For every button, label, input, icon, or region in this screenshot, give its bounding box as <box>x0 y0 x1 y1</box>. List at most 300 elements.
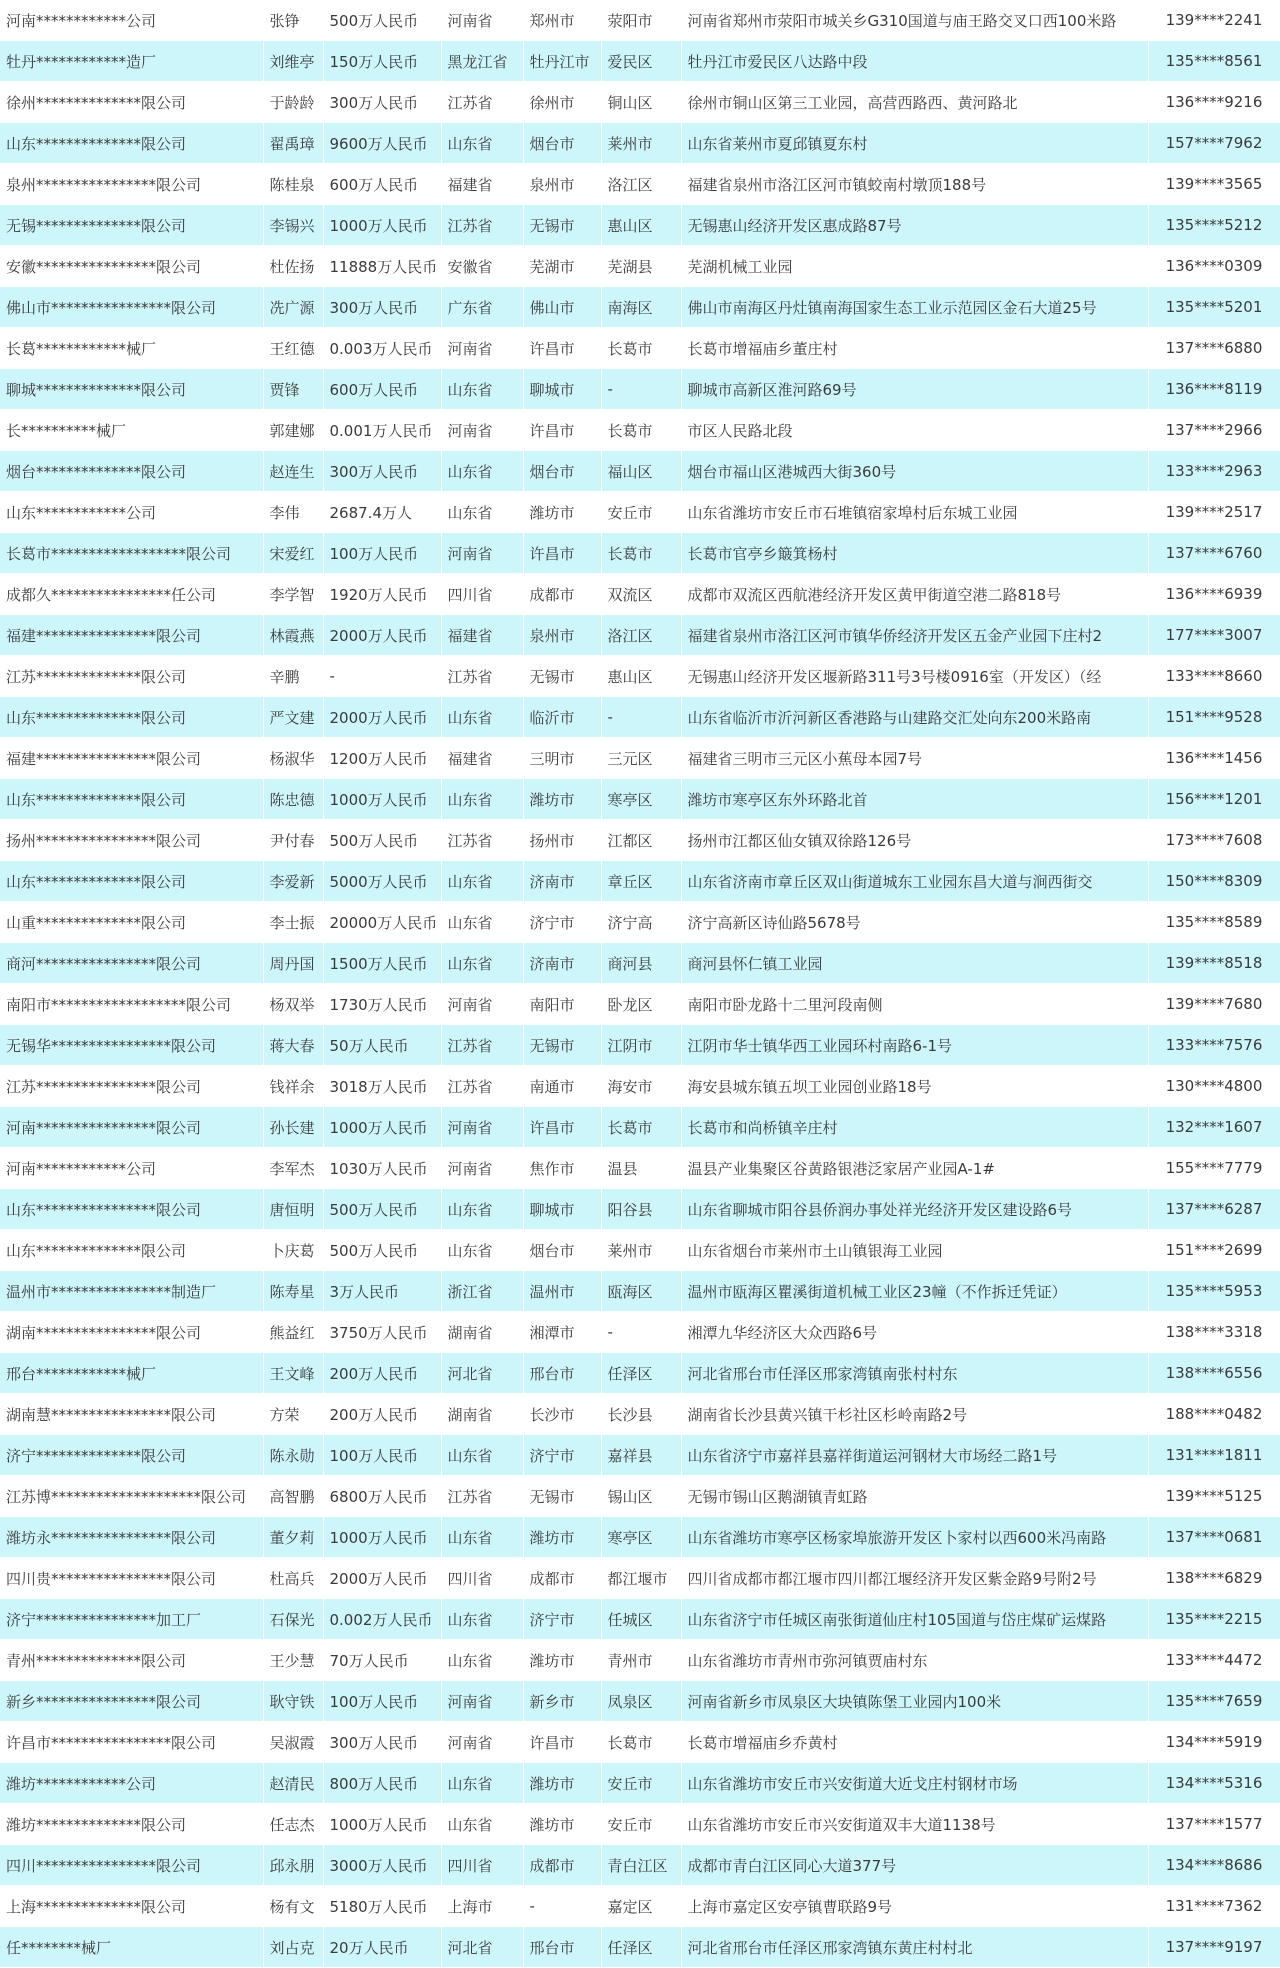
cell-phone: 135****8561 <box>1148 41 1280 82</box>
cell-legal-rep: 任志杰 <box>263 1804 323 1845</box>
table-row <box>0 205 1280 246</box>
cell-phone: 134****5316 <box>1148 1763 1280 1804</box>
cell-phone: 136****6939 <box>1148 574 1280 615</box>
cell-company-name: 潍坊永****************限公司 <box>0 1517 263 1558</box>
cell-city: 成都市 <box>523 574 601 615</box>
cell-registered-capital: 3万人民币 <box>323 1271 441 1312</box>
cell-legal-rep: 杨有文 <box>263 1886 323 1927</box>
cell-registered-capital: 2000万人民币 <box>323 1558 441 1599</box>
cell-province: 江苏省 <box>441 1025 523 1066</box>
cell-legal-rep: 方荣 <box>263 1394 323 1435</box>
table-row <box>0 410 1280 451</box>
cell-address: 山东省烟台市莱州市土山镇银海工业园 <box>681 1230 1148 1271</box>
cell-registered-capital: 1000万人民币 <box>323 205 441 246</box>
cell-company-name: 福建****************限公司 <box>0 738 263 779</box>
cell-legal-rep: 李学智 <box>263 574 323 615</box>
cell-city: 烟台市 <box>523 451 601 492</box>
cell-address: 山东省潍坊市寒亭区杨家埠旅游开发区卜家村以西600米冯南路 <box>681 1517 1148 1558</box>
cell-address: 山东省济南市章丘区双山街道城东工业园东昌大道与涧西街交 <box>681 861 1148 902</box>
cell-company-name: 佛山市****************限公司 <box>0 287 263 328</box>
cell-district: 三元区 <box>601 738 681 779</box>
cell-district: 江阴市 <box>601 1025 681 1066</box>
cell-legal-rep: 陈桂泉 <box>263 164 323 205</box>
cell-address: 四川省成都市都江堰市四川都江堰经济开发区紫金路9号附2号 <box>681 1558 1148 1599</box>
cell-company-name: 山东**************限公司 <box>0 861 263 902</box>
cell-legal-rep: 赵连生 <box>263 451 323 492</box>
table-row <box>0 1558 1280 1599</box>
cell-city: 潍坊市 <box>523 492 601 533</box>
cell-address: 成都市双流区西航港经济开发区黄甲街道空港二路818号 <box>681 574 1148 615</box>
cell-company-name: 四川****************限公司 <box>0 1845 263 1886</box>
cell-phone: 134****8686 <box>1148 1845 1280 1886</box>
cell-registered-capital: 1000万人民币 <box>323 1107 441 1148</box>
cell-district: 温县 <box>601 1148 681 1189</box>
cell-district: 青白江区 <box>601 1845 681 1886</box>
cell-province: 山东省 <box>441 1804 523 1845</box>
cell-phone: 137****0681 <box>1148 1517 1280 1558</box>
cell-address: 湘潭九华经济区大众西路6号 <box>681 1312 1148 1353</box>
cell-district: 安丘市 <box>601 1763 681 1804</box>
table-row <box>0 1394 1280 1435</box>
cell-district: 洛江区 <box>601 615 681 656</box>
cell-phone: 139****2517 <box>1148 492 1280 533</box>
cell-province: 山东省 <box>441 943 523 984</box>
cell-legal-rep: 邱永朋 <box>263 1845 323 1886</box>
cell-district: 双流区 <box>601 574 681 615</box>
cell-city: 济宁市 <box>523 902 601 943</box>
cell-legal-rep: 王红德 <box>263 328 323 369</box>
cell-address: 成都市青白江区同心大道377号 <box>681 1845 1148 1886</box>
table-row <box>0 1640 1280 1681</box>
cell-address: 南阳市卧龙路十二里河段南侧 <box>681 984 1148 1025</box>
cell-phone: 139****8518 <box>1148 943 1280 984</box>
cell-address: 无锡市锡山区鹅湖镇青虹路 <box>681 1476 1148 1517</box>
cell-province: 江苏省 <box>441 656 523 697</box>
cell-registered-capital: 20000万人民币 <box>323 902 441 943</box>
cell-legal-rep: 石保光 <box>263 1599 323 1640</box>
cell-registered-capital: 2000万人民币 <box>323 615 441 656</box>
cell-province: 河南省 <box>441 0 523 41</box>
cell-city: 聊城市 <box>523 369 601 410</box>
cell-district: 任城区 <box>601 1599 681 1640</box>
cell-address: 湖南省长沙县黄兴镇干杉社区杉岭南路2号 <box>681 1394 1148 1435</box>
cell-city: 济南市 <box>523 943 601 984</box>
table-row <box>0 82 1280 123</box>
cell-city: 泉州市 <box>523 615 601 656</box>
cell-address: 温州市瓯海区瞿溪街道机械工业区23幢（不作拆迁凭证） <box>681 1271 1148 1312</box>
cell-company-name: 山东**************限公司 <box>0 697 263 738</box>
cell-registered-capital: 11888万人民币 <box>323 246 441 287</box>
cell-legal-rep: 贾锋 <box>263 369 323 410</box>
cell-registered-capital: 500万人民币 <box>323 0 441 41</box>
cell-registered-capital: 9600万人民币 <box>323 123 441 164</box>
cell-address: 芜湖机械工业园 <box>681 246 1148 287</box>
cell-province: 山东省 <box>441 1763 523 1804</box>
table-row <box>0 861 1280 902</box>
table-row <box>0 1312 1280 1353</box>
cell-province: 山东省 <box>441 1517 523 1558</box>
cell-phone: 137****9197 <box>1148 1927 1280 1968</box>
cell-registered-capital: 3750万人民币 <box>323 1312 441 1353</box>
cell-address: 山东省潍坊市安丘市兴安街道双丰大道1138号 <box>681 1804 1148 1845</box>
table-row <box>0 1845 1280 1886</box>
cell-district: 长葛市 <box>601 1722 681 1763</box>
cell-phone: 135****5953 <box>1148 1271 1280 1312</box>
cell-legal-rep: 林霞燕 <box>263 615 323 656</box>
cell-city: 邢台市 <box>523 1353 601 1394</box>
cell-address: 长葛市增福庙乡董庄村 <box>681 328 1148 369</box>
cell-company-name: 任********械厂 <box>0 1927 263 1968</box>
cell-province: 四川省 <box>441 1845 523 1886</box>
cell-registered-capital: 3000万人民币 <box>323 1845 441 1886</box>
cell-legal-rep: 杜高兵 <box>263 1558 323 1599</box>
cell-address: 江阴市华士镇华西工业园环村南路6-1号 <box>681 1025 1148 1066</box>
cell-address: 潍坊市寒亭区东外环路北首 <box>681 779 1148 820</box>
cell-district: 瓯海区 <box>601 1271 681 1312</box>
cell-legal-rep: 杜佐扬 <box>263 246 323 287</box>
cell-province: 河北省 <box>441 1353 523 1394</box>
cell-legal-rep: 王文峰 <box>263 1353 323 1394</box>
cell-phone: 151****2699 <box>1148 1230 1280 1271</box>
cell-phone: 177****3007 <box>1148 615 1280 656</box>
table-row <box>0 0 1280 41</box>
cell-company-name: 聊城**************限公司 <box>0 369 263 410</box>
cell-address: 河北省邢台市任泽区邢家湾镇东黄庄村村北 <box>681 1927 1148 1968</box>
cell-phone: 133****8660 <box>1148 656 1280 697</box>
cell-address: 扬州市江都区仙女镇双徐路126号 <box>681 820 1148 861</box>
cell-legal-rep: 冼广源 <box>263 287 323 328</box>
cell-company-name: 无锡华****************限公司 <box>0 1025 263 1066</box>
cell-phone: 139****5125 <box>1148 1476 1280 1517</box>
cell-address: 山东省济宁市嘉祥县嘉祥街道运河钢材大市场经二路1号 <box>681 1435 1148 1476</box>
table-row <box>0 1025 1280 1066</box>
cell-city: 牡丹江市 <box>523 41 601 82</box>
cell-company-name: 长葛************械厂 <box>0 328 263 369</box>
cell-company-name: 牡丹************造厂 <box>0 41 263 82</box>
cell-company-name: 济宁**************限公司 <box>0 1435 263 1476</box>
cell-registered-capital: 300万人民币 <box>323 287 441 328</box>
cell-legal-rep: 卜庆葛 <box>263 1230 323 1271</box>
cell-registered-capital: 100万人民币 <box>323 533 441 574</box>
cell-province: 福建省 <box>441 615 523 656</box>
cell-legal-rep: 周丹国 <box>263 943 323 984</box>
cell-city: 潍坊市 <box>523 1763 601 1804</box>
cell-company-name: 山东**************限公司 <box>0 123 263 164</box>
table-row <box>0 615 1280 656</box>
cell-phone: 135****5201 <box>1148 287 1280 328</box>
cell-legal-rep: 李士振 <box>263 902 323 943</box>
cell-phone: 137****2966 <box>1148 410 1280 451</box>
table-row <box>0 656 1280 697</box>
cell-address: 徐州市铜山区第三工业园，高营西路西、黄河路北 <box>681 82 1148 123</box>
cell-district: 长葛市 <box>601 328 681 369</box>
cell-district: - <box>601 369 681 410</box>
cell-company-name: 河南****************限公司 <box>0 1107 263 1148</box>
cell-legal-rep: 李军杰 <box>263 1148 323 1189</box>
cell-phone: 137****1577 <box>1148 1804 1280 1845</box>
cell-registered-capital: 1500万人民币 <box>323 943 441 984</box>
cell-company-name: 山东****************限公司 <box>0 1189 263 1230</box>
cell-company-name: 河南************公司 <box>0 0 263 41</box>
cell-registered-capital: 200万人民币 <box>323 1394 441 1435</box>
cell-address: 山东省潍坊市安丘市兴安街道大近戈庄村钢材市场 <box>681 1763 1148 1804</box>
cell-district: 寒亭区 <box>601 779 681 820</box>
cell-company-name: 湖南慧****************限公司 <box>0 1394 263 1435</box>
cell-district: 卧龙区 <box>601 984 681 1025</box>
cell-address: 温县产业集聚区谷黄路银港泛家居产业园A-1# <box>681 1148 1148 1189</box>
cell-phone: 139****7680 <box>1148 984 1280 1025</box>
cell-registered-capital: 300万人民币 <box>323 82 441 123</box>
cell-district: 莱州市 <box>601 1230 681 1271</box>
table-row <box>0 820 1280 861</box>
cell-province: 河南省 <box>441 1722 523 1763</box>
table-row <box>0 1476 1280 1517</box>
cell-phone: 133****2963 <box>1148 451 1280 492</box>
cell-city: 南阳市 <box>523 984 601 1025</box>
cell-address: 河北省邢台市任泽区邢家湾镇南张村村东 <box>681 1353 1148 1394</box>
cell-company-name: 新乡****************限公司 <box>0 1681 263 1722</box>
cell-phone: 138****3318 <box>1148 1312 1280 1353</box>
table-row <box>0 697 1280 738</box>
cell-legal-rep: 董夕莉 <box>263 1517 323 1558</box>
cell-legal-rep: 陈永勋 <box>263 1435 323 1476</box>
cell-city: 泉州市 <box>523 164 601 205</box>
cell-legal-rep: 李锡兴 <box>263 205 323 246</box>
cell-district: 爱民区 <box>601 41 681 82</box>
cell-phone: 173****7608 <box>1148 820 1280 861</box>
cell-phone: 137****6287 <box>1148 1189 1280 1230</box>
cell-province: 江苏省 <box>441 1476 523 1517</box>
cell-legal-rep: 蒋大春 <box>263 1025 323 1066</box>
cell-address: 烟台市福山区港城西大街360号 <box>681 451 1148 492</box>
cell-company-name: 江苏**************限公司 <box>0 656 263 697</box>
cell-province: 山东省 <box>441 1435 523 1476</box>
cell-city: 无锡市 <box>523 1025 601 1066</box>
cell-province: 河南省 <box>441 1148 523 1189</box>
cell-phone: 135****5212 <box>1148 205 1280 246</box>
cell-province: 福建省 <box>441 738 523 779</box>
cell-registered-capital: 2687.4万人 <box>323 492 441 533</box>
cell-legal-rep: 郭建娜 <box>263 410 323 451</box>
table-row <box>0 943 1280 984</box>
table-row <box>0 287 1280 328</box>
cell-address: 山东省临沂市沂河新区香港路与山建路交汇处向东200米路南 <box>681 697 1148 738</box>
cell-phone: 132****1607 <box>1148 1107 1280 1148</box>
cell-phone: 151****9528 <box>1148 697 1280 738</box>
table-row <box>0 1189 1280 1230</box>
cell-company-name: 无锡**************限公司 <box>0 205 263 246</box>
cell-province: 河南省 <box>441 410 523 451</box>
cell-city: 烟台市 <box>523 123 601 164</box>
cell-company-name: 安徽****************限公司 <box>0 246 263 287</box>
cell-phone: 139****3565 <box>1148 164 1280 205</box>
cell-province: 山东省 <box>441 1189 523 1230</box>
table-row <box>0 779 1280 820</box>
cell-district: 安丘市 <box>601 492 681 533</box>
cell-registered-capital: 200万人民币 <box>323 1353 441 1394</box>
table-row <box>0 902 1280 943</box>
cell-phone: 156****1201 <box>1148 779 1280 820</box>
cell-company-name: 泉州****************限公司 <box>0 164 263 205</box>
cell-province: 河南省 <box>441 1107 523 1148</box>
table-row <box>0 1517 1280 1558</box>
cell-registered-capital: 1000万人民币 <box>323 1804 441 1845</box>
cell-city: 济宁市 <box>523 1599 601 1640</box>
cell-registered-capital: 600万人民币 <box>323 369 441 410</box>
table-row <box>0 1763 1280 1804</box>
cell-address: 上海市嘉定区安亭镇曹联路9号 <box>681 1886 1148 1927</box>
cell-phone: 131****7362 <box>1148 1886 1280 1927</box>
cell-province: 山东省 <box>441 861 523 902</box>
cell-province: 江苏省 <box>441 82 523 123</box>
cell-district: 长沙县 <box>601 1394 681 1435</box>
cell-legal-rep: 辛鹏 <box>263 656 323 697</box>
table-row <box>0 1804 1280 1845</box>
cell-city: 潍坊市 <box>523 1804 601 1845</box>
cell-city: 徐州市 <box>523 82 601 123</box>
cell-province: 山东省 <box>441 697 523 738</box>
cell-legal-rep: 陈寿星 <box>263 1271 323 1312</box>
table-row <box>0 1599 1280 1640</box>
cell-company-name: 江苏博********************限公司 <box>0 1476 263 1517</box>
cell-district: 福山区 <box>601 451 681 492</box>
cell-registered-capital: 1000万人民币 <box>323 779 441 820</box>
cell-province: 浙江省 <box>441 1271 523 1312</box>
cell-company-name: 湖南****************限公司 <box>0 1312 263 1353</box>
cell-district: 章丘区 <box>601 861 681 902</box>
cell-district: 海安市 <box>601 1066 681 1107</box>
cell-phone: 135****2215 <box>1148 1599 1280 1640</box>
cell-address: 长葛市官亭乡簸箕杨村 <box>681 533 1148 574</box>
cell-district: 安丘市 <box>601 1804 681 1845</box>
cell-district: 青州市 <box>601 1640 681 1681</box>
cell-company-name: 潍坊************公司 <box>0 1763 263 1804</box>
cell-district: 嘉祥县 <box>601 1435 681 1476</box>
cell-registered-capital: 6800万人民币 <box>323 1476 441 1517</box>
cell-city: 许昌市 <box>523 1107 601 1148</box>
cell-legal-rep: 王少慧 <box>263 1640 323 1681</box>
cell-legal-rep: 杨双举 <box>263 984 323 1025</box>
cell-city: 无锡市 <box>523 656 601 697</box>
cell-legal-rep: 刘占克 <box>263 1927 323 1968</box>
table-row <box>0 246 1280 287</box>
cell-company-name: 邢台************械厂 <box>0 1353 263 1394</box>
cell-registered-capital: 800万人民币 <box>323 1763 441 1804</box>
cell-registered-capital: 3018万人民币 <box>323 1066 441 1107</box>
cell-address: 海安县城东镇五坝工业园创业路18号 <box>681 1066 1148 1107</box>
cell-registered-capital: 1200万人民币 <box>323 738 441 779</box>
cell-district: 商河县 <box>601 943 681 984</box>
cell-registered-capital: 0.001万人民币 <box>323 410 441 451</box>
cell-company-name: 江苏****************限公司 <box>0 1066 263 1107</box>
cell-legal-rep: 张铮 <box>263 0 323 41</box>
cell-province: 山东省 <box>441 1640 523 1681</box>
cell-address: 无锡惠山经济开发区堰新路311号3号楼0916室（开发区）（经 <box>681 656 1148 697</box>
cell-phone: 136****0309 <box>1148 246 1280 287</box>
cell-address: 牡丹江市爱民区八达路中段 <box>681 41 1148 82</box>
cell-district: 铜山区 <box>601 82 681 123</box>
table-row <box>0 738 1280 779</box>
cell-district: 长葛市 <box>601 533 681 574</box>
table-row <box>0 984 1280 1025</box>
table-row <box>0 1066 1280 1107</box>
cell-registered-capital: 500万人民币 <box>323 1230 441 1271</box>
cell-city: 南通市 <box>523 1066 601 1107</box>
cell-district: 洛江区 <box>601 164 681 205</box>
cell-city: 潍坊市 <box>523 1640 601 1681</box>
cell-city: 济宁市 <box>523 1435 601 1476</box>
cell-company-name: 扬州****************限公司 <box>0 820 263 861</box>
cell-registered-capital: 500万人民币 <box>323 1189 441 1230</box>
cell-registered-capital: 600万人民币 <box>323 164 441 205</box>
cell-registered-capital: 50万人民币 <box>323 1025 441 1066</box>
table-row <box>0 1886 1280 1927</box>
cell-phone: 137****6880 <box>1148 328 1280 369</box>
cell-city: 潍坊市 <box>523 1517 601 1558</box>
table-row <box>0 1681 1280 1722</box>
cell-address: 长葛市增福庙乡乔黄村 <box>681 1722 1148 1763</box>
cell-company-name: 许昌市****************限公司 <box>0 1722 263 1763</box>
cell-province: 山东省 <box>441 1599 523 1640</box>
cell-legal-rep: 吴淑霞 <box>263 1722 323 1763</box>
cell-registered-capital: 5000万人民币 <box>323 861 441 902</box>
table-row <box>0 41 1280 82</box>
cell-legal-rep: 严文建 <box>263 697 323 738</box>
cell-registered-capital: 300万人民币 <box>323 451 441 492</box>
cell-district: 寒亭区 <box>601 1517 681 1558</box>
cell-legal-rep: 孙长建 <box>263 1107 323 1148</box>
cell-city: 聊城市 <box>523 1189 601 1230</box>
cell-company-name: 山东************公司 <box>0 492 263 533</box>
cell-district: 惠山区 <box>601 205 681 246</box>
cell-address: 山东省济宁市任城区南张街道仙庄村105国道与岱庄煤矿运煤路 <box>681 1599 1148 1640</box>
cell-province: 福建省 <box>441 164 523 205</box>
cell-legal-rep: 熊益红 <box>263 1312 323 1353</box>
cell-city: - <box>523 1886 601 1927</box>
cell-phone: 135****8589 <box>1148 902 1280 943</box>
cell-province: 山东省 <box>441 1230 523 1271</box>
cell-city: 许昌市 <box>523 410 601 451</box>
cell-company-name: 成都久****************任公司 <box>0 574 263 615</box>
cell-legal-rep: 刘维亭 <box>263 41 323 82</box>
cell-city: 扬州市 <box>523 820 601 861</box>
cell-address: 佛山市南海区丹灶镇南海国家生态工业示范园区金石大道25号 <box>681 287 1148 328</box>
cell-district: - <box>601 1312 681 1353</box>
cell-address: 福建省泉州市洛江区河市镇华侨经济开发区五金产业园下庄村2 <box>681 615 1148 656</box>
cell-phone: 133****7576 <box>1148 1025 1280 1066</box>
cell-registered-capital: 1730万人民币 <box>323 984 441 1025</box>
cell-district: 芜湖县 <box>601 246 681 287</box>
cell-city: 三明市 <box>523 738 601 779</box>
cell-phone: 134****5919 <box>1148 1722 1280 1763</box>
cell-legal-rep: 尹付春 <box>263 820 323 861</box>
cell-company-name: 河南************公司 <box>0 1148 263 1189</box>
cell-province: 湖南省 <box>441 1312 523 1353</box>
cell-city: 焦作市 <box>523 1148 601 1189</box>
cell-phone: 139****2241 <box>1148 0 1280 41</box>
cell-company-name: 潍坊**************限公司 <box>0 1804 263 1845</box>
cell-phone: 136****8119 <box>1148 369 1280 410</box>
cell-company-name: 上海**************限公司 <box>0 1886 263 1927</box>
cell-city: 芜湖市 <box>523 246 601 287</box>
cell-address: 河南省新乡市凤泉区大块镇陈堡工业园内100米 <box>681 1681 1148 1722</box>
cell-legal-rep: 陈忠德 <box>263 779 323 820</box>
table-row <box>0 492 1280 533</box>
cell-province: 河南省 <box>441 533 523 574</box>
cell-city: 无锡市 <box>523 205 601 246</box>
cell-city: 佛山市 <box>523 287 601 328</box>
cell-legal-rep: 高智鹏 <box>263 1476 323 1517</box>
